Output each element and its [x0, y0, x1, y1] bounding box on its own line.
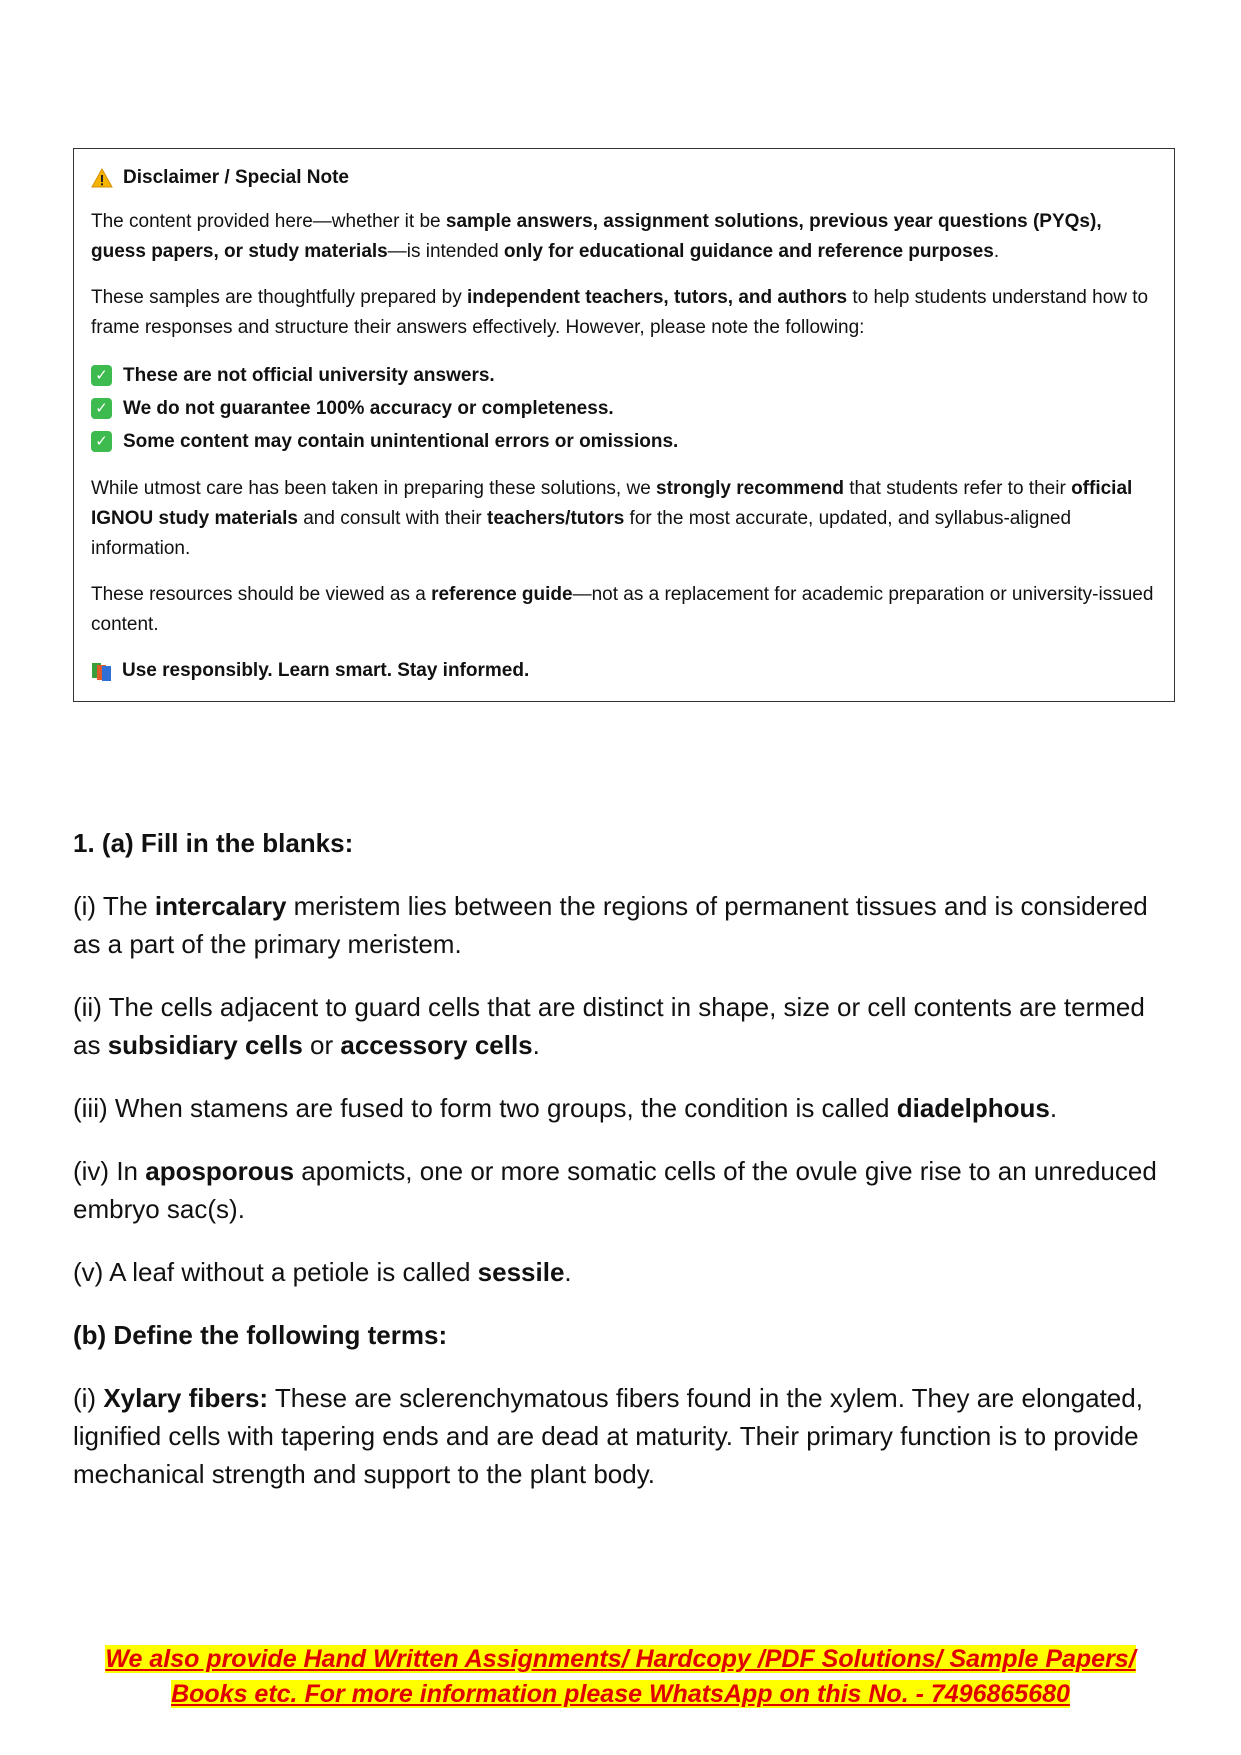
answer-1a-iii: (iii) When stamens are fused to form two groups, the condition is called diadelphous. — [73, 1093, 1058, 1123]
warning-icon — [91, 168, 113, 188]
check-icon: ✓ — [91, 365, 112, 386]
answer-1a-ii: (ii) The cells adjacent to guard cells that are distinct in shape, size or cell contents are termed as subsidiary cells or accessory cells. — [73, 992, 1145, 1060]
disclaimer-paragraph-1: The content provided here—whether it be sample answers, assignment solutions, previous year questions (PYQs), guess papers, or study materials—is intended only for educational guidance and reference purposes. — [91, 211, 1102, 262]
check-icon: ✓ — [91, 398, 112, 419]
books-icon — [91, 660, 113, 682]
check-icon: ✓ — [91, 431, 112, 452]
disclaimer-box — [73, 148, 1175, 702]
answer-1b-i: (i) Xylary fibers: These are sclerenchymatous fibers found in the xylem. They are elongated, lignified cells with tapering ends and are dead at maturity. Their primary function is to provide mechanical strength and support to the plant body. — [73, 1383, 1143, 1489]
answer-1a-v: (v) A leaf without a petiole is called sessile. — [73, 1257, 572, 1287]
disclaimer-title: Disclaimer / Special Note — [91, 163, 1158, 193]
checklist-item: ✓ Some content may contain unintentional errors or omissions. — [91, 425, 1158, 458]
disclaimer-paragraph-3: While utmost care has been taken in preparing these solutions, we strongly recommend that students refer to their official IGNOU study materials and consult with their teachers/tutors for the most accurate, updated, and syllabus-aligned information. — [91, 478, 1133, 559]
question-1a-heading: 1. (a) Fill in the blanks: — [73, 828, 354, 858]
disclaimer-footer: Use responsibly. Learn smart. Stay informed. — [91, 656, 1158, 686]
answer-1a-i: (i) The intercalary meristem lies between the regions of permanent tissues and is considered as a part of the primary meristem. — [73, 891, 1148, 959]
answer-content — [73, 824, 1179, 1518]
checklist-item: ✓ We do not guarantee 100% accuracy or completeness. — [91, 392, 1158, 425]
checklist — [91, 359, 1158, 458]
disclaimer-paragraph-4: These resources should be viewed as a reference guide—not as a replacement for academic preparation or university-issued content. — [91, 584, 1154, 635]
disclaimer-paragraph-2: These samples are thoughtfully prepared by independent teachers, tutors, and authors to help students understand how to frame responses and structure their answers effectively. However, please note the following: — [91, 287, 1149, 338]
question-1b-heading: (b) Define the following terms: — [73, 1320, 448, 1350]
promo-line-2: Books etc. For more information please WhatsApp on this No. - 7496865680 — [171, 1680, 1070, 1708]
promo-line-1: We also provide Hand Written Assignments/ Hardcopy /PDF Solutions/ Sample Papers/ — [105, 1645, 1136, 1673]
checklist-item: ✓ These are not official university answers. — [91, 359, 1158, 392]
answer-1a-iv: (iv) In aposporous apomicts, one or more somatic cells of the ovule give rise to an unreduced embryo sac(s). — [73, 1156, 1157, 1224]
promo-banner — [0, 1642, 1241, 1712]
